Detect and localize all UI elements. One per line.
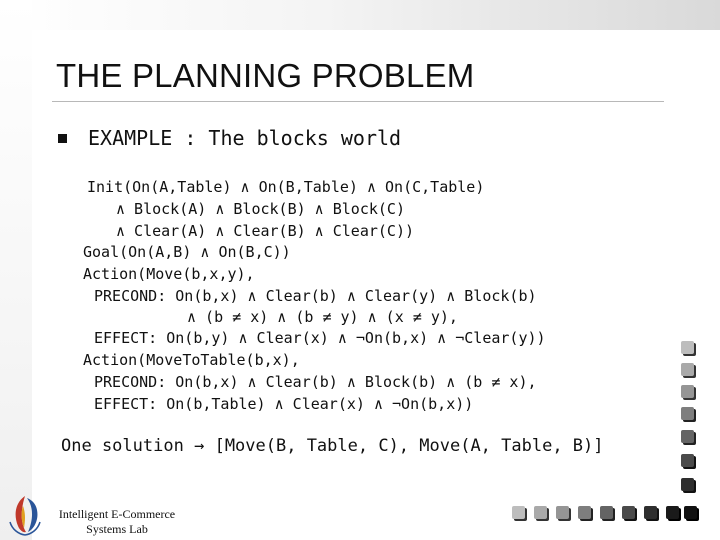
decorative-square [684, 506, 697, 519]
decorative-square [512, 506, 525, 519]
top-gradient-band [0, 0, 720, 30]
decorative-square [681, 341, 694, 354]
decorative-square [681, 478, 694, 491]
decorative-square [681, 363, 694, 376]
lab-name [52, 507, 182, 537]
code-line: ∧ Clear(A) ∧ Clear(B) ∧ Clear(C)) [116, 222, 415, 240]
right-arrow-icon: → [194, 436, 205, 456]
code-line: Goal(On(A,B) ∧ On(B,C)) [83, 243, 291, 261]
solution-value: [Move(B, Table, C), Move(A, Table, B)] [214, 436, 604, 456]
lab-name-line1: Intelligent E-Commerce [58, 507, 176, 521]
left-gradient-band [0, 0, 32, 540]
code-line: EFFECT: On(b,Table) ∧ Clear(x) ∧ ¬On(b,x)) [94, 395, 474, 413]
bullet-text: EXAMPLE : The blocks world [88, 126, 402, 150]
decorative-square [681, 407, 694, 420]
decorative-square [666, 506, 679, 519]
solution-label: One solution [61, 436, 184, 456]
decorative-square [578, 506, 591, 519]
decorative-square [600, 506, 613, 519]
code-line: PRECOND: On(b,x) ∧ Clear(b) ∧ Block(b) ∧ (b ≠ x), [94, 373, 537, 391]
bullet-square-icon [58, 134, 67, 143]
decorative-square [681, 454, 694, 467]
code-line: PRECOND: On(b,x) ∧ Clear(b) ∧ Clear(y) ∧ Block(b) [94, 287, 537, 305]
decorative-square [556, 506, 569, 519]
code-line: Init(On(A,Table) ∧ On(B,Table) ∧ On(C,Table) [87, 178, 485, 196]
decorative-square [681, 385, 694, 398]
code-line: ∧ Block(A) ∧ Block(B) ∧ Block(C) [116, 200, 405, 218]
decorative-square [534, 506, 547, 519]
slide-title: THE PLANNING PROBLEM [56, 57, 475, 94]
code-line: Action(Move(b,x,y), [83, 265, 255, 283]
code-line: Action(MoveToTable(b,x), [83, 351, 300, 369]
slide-body [32, 30, 720, 540]
code-line: ∧ (b ≠ x) ∧ (b ≠ y) ∧ (x ≠ y), [187, 308, 458, 326]
code-line: EFFECT: On(b,y) ∧ Clear(x) ∧ ¬On(b,x) ∧ ¬Clear(y)) [94, 329, 546, 347]
decorative-square [622, 506, 635, 519]
solution-line [61, 436, 604, 456]
decorative-square [681, 430, 694, 443]
lab-logo [6, 492, 44, 536]
lab-name-line2: Systems Lab [86, 522, 148, 536]
title-divider [52, 101, 664, 102]
decorative-square [644, 506, 657, 519]
